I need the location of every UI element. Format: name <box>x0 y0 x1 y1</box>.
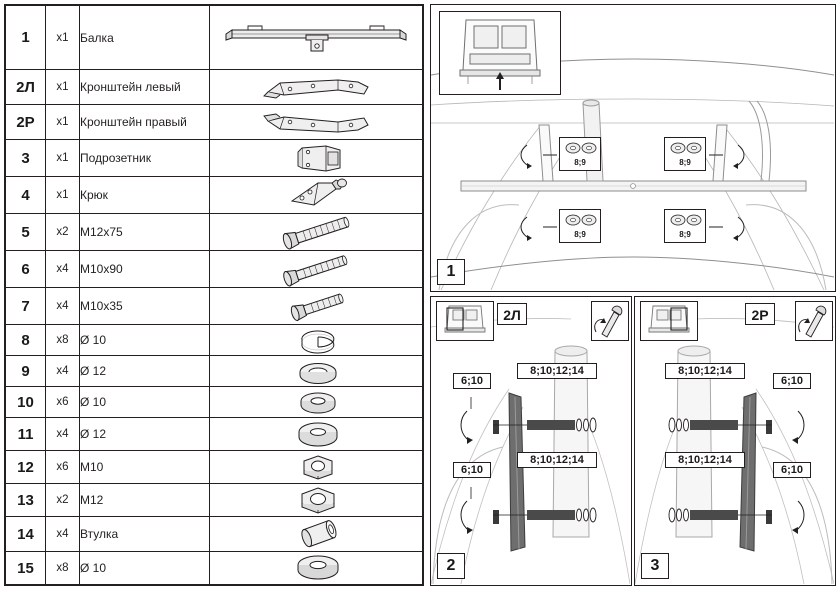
hex-nut-icon <box>218 451 414 483</box>
callout-fasteners-3 <box>559 209 601 243</box>
parts-list-panel <box>4 4 424 586</box>
bracket-tag-right: 2Р <box>745 303 775 325</box>
part-item-number: 4 <box>6 177 46 214</box>
part-image <box>210 70 423 105</box>
part-quantity: x1 <box>46 105 80 140</box>
part-image <box>210 140 423 177</box>
bolt-icon <box>218 214 414 250</box>
part-name: Ø 10 <box>80 387 210 418</box>
washer-pair-icon <box>668 211 704 229</box>
part-image <box>210 418 423 451</box>
part-image <box>210 251 423 288</box>
part-item-number: 6 <box>6 251 46 288</box>
table-row <box>6 418 423 451</box>
part-image <box>210 356 423 387</box>
step-2-panel <box>430 296 632 586</box>
callout-fasteners-4 <box>664 209 706 243</box>
part-item-number: 11 <box>6 418 46 451</box>
part-name: Подрозетник <box>80 140 210 177</box>
bracket-left-icon <box>218 70 414 104</box>
part-quantity: x4 <box>46 288 80 325</box>
part-item-number: 8 <box>6 325 46 356</box>
tool-inset <box>591 301 629 341</box>
step-number-badge: 2 <box>437 553 465 579</box>
table-row <box>6 356 423 387</box>
callout-label: 8;9 <box>574 158 586 167</box>
spring-washer-icon <box>218 325 414 355</box>
part-item-number: 13 <box>6 484 46 517</box>
table-row <box>6 105 423 140</box>
part-item-number: 10 <box>6 387 46 418</box>
part-name: M10x90 <box>80 251 210 288</box>
part-quantity: x2 <box>46 214 80 251</box>
vehicle-rear-icon <box>641 302 697 340</box>
wrench-icon <box>592 302 628 340</box>
part-name: M12x75 <box>80 214 210 251</box>
part-quantity: x1 <box>46 177 80 214</box>
washer-pair-icon <box>563 211 599 229</box>
part-quantity: x4 <box>46 418 80 451</box>
fastener-tag-upper-right: 6;10 <box>773 373 811 389</box>
part-quantity: x8 <box>46 552 80 585</box>
callout-label: 8;9 <box>679 230 691 239</box>
table-row <box>6 177 423 214</box>
table-row <box>6 6 423 70</box>
part-name: Ø 12 <box>80 356 210 387</box>
part-image <box>210 517 423 552</box>
part-image <box>210 451 423 484</box>
large-washer-icon <box>218 552 414 584</box>
part-quantity: x4 <box>46 517 80 552</box>
part-image <box>210 105 423 140</box>
part-image <box>210 214 423 251</box>
part-image <box>210 387 423 418</box>
part-name: Ø 12 <box>80 418 210 451</box>
table-row <box>6 552 423 585</box>
part-item-number: 2Р <box>6 105 46 140</box>
table-row <box>6 484 423 517</box>
step-3-panel <box>634 296 836 586</box>
step-1-panel <box>430 4 836 292</box>
table-row <box>6 288 423 325</box>
table-row <box>6 70 423 105</box>
part-quantity: x4 <box>46 356 80 387</box>
table-row <box>6 387 423 418</box>
part-quantity: x4 <box>46 251 80 288</box>
part-image <box>210 6 423 70</box>
hex-nut-icon <box>218 484 414 516</box>
part-quantity: x8 <box>46 325 80 356</box>
part-image <box>210 484 423 517</box>
part-item-number: 9 <box>6 356 46 387</box>
vehicle-rear-icon <box>440 12 560 94</box>
tool-inset <box>795 301 833 341</box>
part-item-number: 15 <box>6 552 46 585</box>
part-name: Ø 10 <box>80 325 210 356</box>
part-quantity: x6 <box>46 451 80 484</box>
tow-ball-icon <box>218 177 414 213</box>
part-item-number: 14 <box>6 517 46 552</box>
callout-fasteners-2 <box>664 137 706 171</box>
table-row <box>6 451 423 484</box>
flat-washer-icon <box>218 387 414 417</box>
part-item-number: 7 <box>6 288 46 325</box>
part-quantity: x1 <box>46 140 80 177</box>
washer-pair-icon <box>563 139 599 157</box>
part-name: M10x35 <box>80 288 210 325</box>
part-item-number: 2Л <box>6 70 46 105</box>
part-item-number: 5 <box>6 214 46 251</box>
vehicle-rear-inset <box>439 11 561 95</box>
part-item-number: 3 <box>6 140 46 177</box>
crossbeam-icon <box>218 21 414 55</box>
vehicle-rear-inset <box>640 301 698 341</box>
part-item-number: 1 <box>6 6 46 70</box>
bracket-tag-left: 2Л <box>497 303 527 325</box>
part-name: Крюк <box>80 177 210 214</box>
part-image <box>210 325 423 356</box>
parts-table <box>5 5 423 585</box>
table-row <box>6 214 423 251</box>
table-row <box>6 325 423 356</box>
bolt-icon <box>218 251 414 287</box>
part-name: Втулка <box>80 517 210 552</box>
part-name: M10 <box>80 451 210 484</box>
part-image <box>210 177 423 214</box>
spring-washer-icon <box>218 356 414 386</box>
table-row <box>6 251 423 288</box>
fastener-tag-upper-right: 8;10;12;14 <box>517 363 597 379</box>
vehicle-rear-icon <box>437 302 493 340</box>
washer-pair-icon <box>668 139 704 157</box>
part-name: Кронштейн левый <box>80 70 210 105</box>
part-item-number: 12 <box>6 451 46 484</box>
wrench-icon <box>796 302 832 340</box>
flat-washer-icon <box>218 418 414 450</box>
callout-label: 8;9 <box>679 158 691 167</box>
part-quantity: x1 <box>46 6 80 70</box>
fastener-tag-lower-left: 6;10 <box>453 462 491 478</box>
step-number-badge: 1 <box>437 259 465 285</box>
fastener-tag-upper-left: 8;10;12;14 <box>665 363 745 379</box>
vehicle-rear-inset <box>436 301 494 341</box>
part-name: M12 <box>80 484 210 517</box>
part-quantity: x1 <box>46 70 80 105</box>
step-number-badge: 3 <box>641 553 669 579</box>
table-row <box>6 140 423 177</box>
fastener-tag-upper-left: 6;10 <box>453 373 491 389</box>
part-quantity: x2 <box>46 484 80 517</box>
fastener-tag-lower-right: 8;10;12;14 <box>517 452 597 468</box>
fastener-tag-lower-left: 8;10;12;14 <box>665 452 745 468</box>
fastener-tag-lower-right: 6;10 <box>773 462 811 478</box>
callout-fasteners-1 <box>559 137 601 171</box>
part-quantity: x6 <box>46 387 80 418</box>
callout-label: 8;9 <box>574 230 586 239</box>
socket-plate-icon <box>218 140 414 176</box>
part-name: Кронштейн правый <box>80 105 210 140</box>
bracket-right-icon <box>218 105 414 139</box>
part-name: Балка <box>80 6 210 70</box>
part-image <box>210 288 423 325</box>
sleeve-icon <box>218 517 414 551</box>
table-row <box>6 517 423 552</box>
part-name: Ø 10 <box>80 552 210 585</box>
part-image <box>210 552 423 585</box>
bolt-icon <box>218 288 414 324</box>
